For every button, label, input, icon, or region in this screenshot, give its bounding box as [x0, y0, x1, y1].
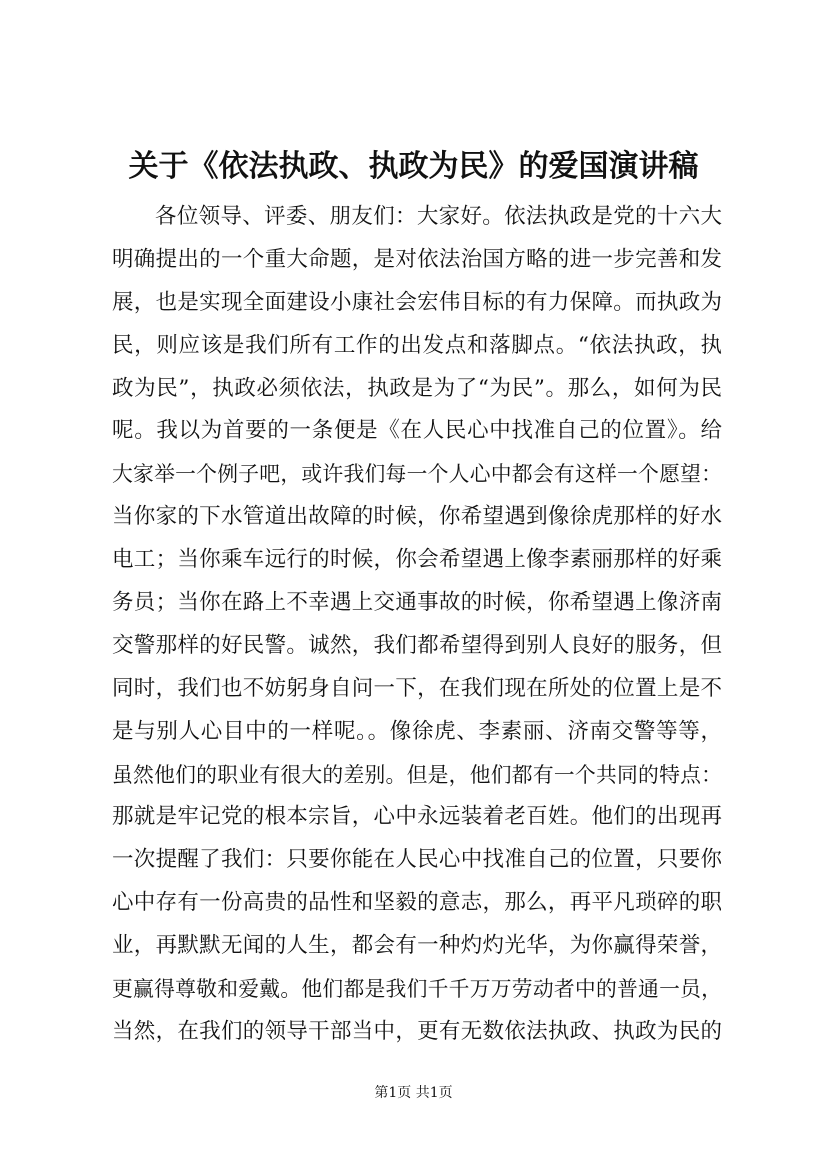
body-line: 当然，在我们的领导干部当中，更有无数依法执政、执政为民的: [112, 1018, 722, 1044]
body-line: 当你家的下水管道出故障的时候，你希望遇到像徐虎那样的好水: [112, 504, 722, 530]
body-line: 政为民”，执政必须依法，执政是为了“为民”。那么，如何为民: [112, 375, 722, 401]
document-title: 关于《依法执政、执政为民》的爱国演讲稿: [128, 149, 699, 184]
body-line: 那就是牢记党的根本宗旨，心中永远装着老百姓。他们的出现再: [112, 804, 722, 830]
body-line: 明确提出的一个重大命题，是对依法治国方略的进一步完善和发: [112, 246, 722, 272]
body-line: 务员；当你在路上不幸遇上交通事故的时候，你希望遇上像济南: [112, 590, 722, 616]
page-number-footer: 第1页 共1页: [374, 1085, 453, 1101]
body-line: 是与别人心目中的一样呢。。像徐虎、李素丽、济南交警等等，: [112, 718, 722, 744]
body-line: 心中存有一份高贵的品性和坚毅的意志，那么，再平凡琐碎的职: [112, 890, 722, 916]
body-line: 更赢得尊敬和爱戴。他们都是我们千千万万劳动者中的普通一员，: [112, 977, 722, 1002]
body-line: 业，再默默无闻的人生，都会有一种灼灼光华，为你赢得荣誉，: [112, 933, 722, 959]
body-line: 展，也是实现全面建设小康社会宏伟目标的有力保障。而执政为: [112, 289, 722, 315]
body-line: 虽然他们的职业有很大的差别。但是，他们都有一个共同的特点：: [112, 762, 722, 787]
body-line: 各位领导、评委、朋友们：大家好。依法执政是党的十六大: [155, 204, 722, 229]
body-line: 民，则应该是我们所有工作的出发点和落脚点。“依法执政，执: [112, 332, 722, 358]
body-line: 一次提醒了我们：只要你能在人民心中找准自己的位置，只要你: [112, 847, 722, 873]
body-line: 交警那样的好民警。诚然，我们都希望得到别人良好的服务，但: [112, 632, 722, 658]
body-line: 大家举一个例子吧，或许我们每一个人心中都会有这样一个愿望：: [112, 462, 722, 487]
body-line: 电工；当你乘车远行的时候，你会希望遇上像李素丽那样的好乘: [112, 547, 722, 573]
document-body: [112, 196, 722, 1054]
body-line: 同时，我们也不妨躬身自问一下，在我们现在所处的位置上是不: [112, 675, 722, 701]
body-line: 呢。我以为首要的一条便是《在人民心中找准自己的位置》。给: [112, 418, 722, 444]
